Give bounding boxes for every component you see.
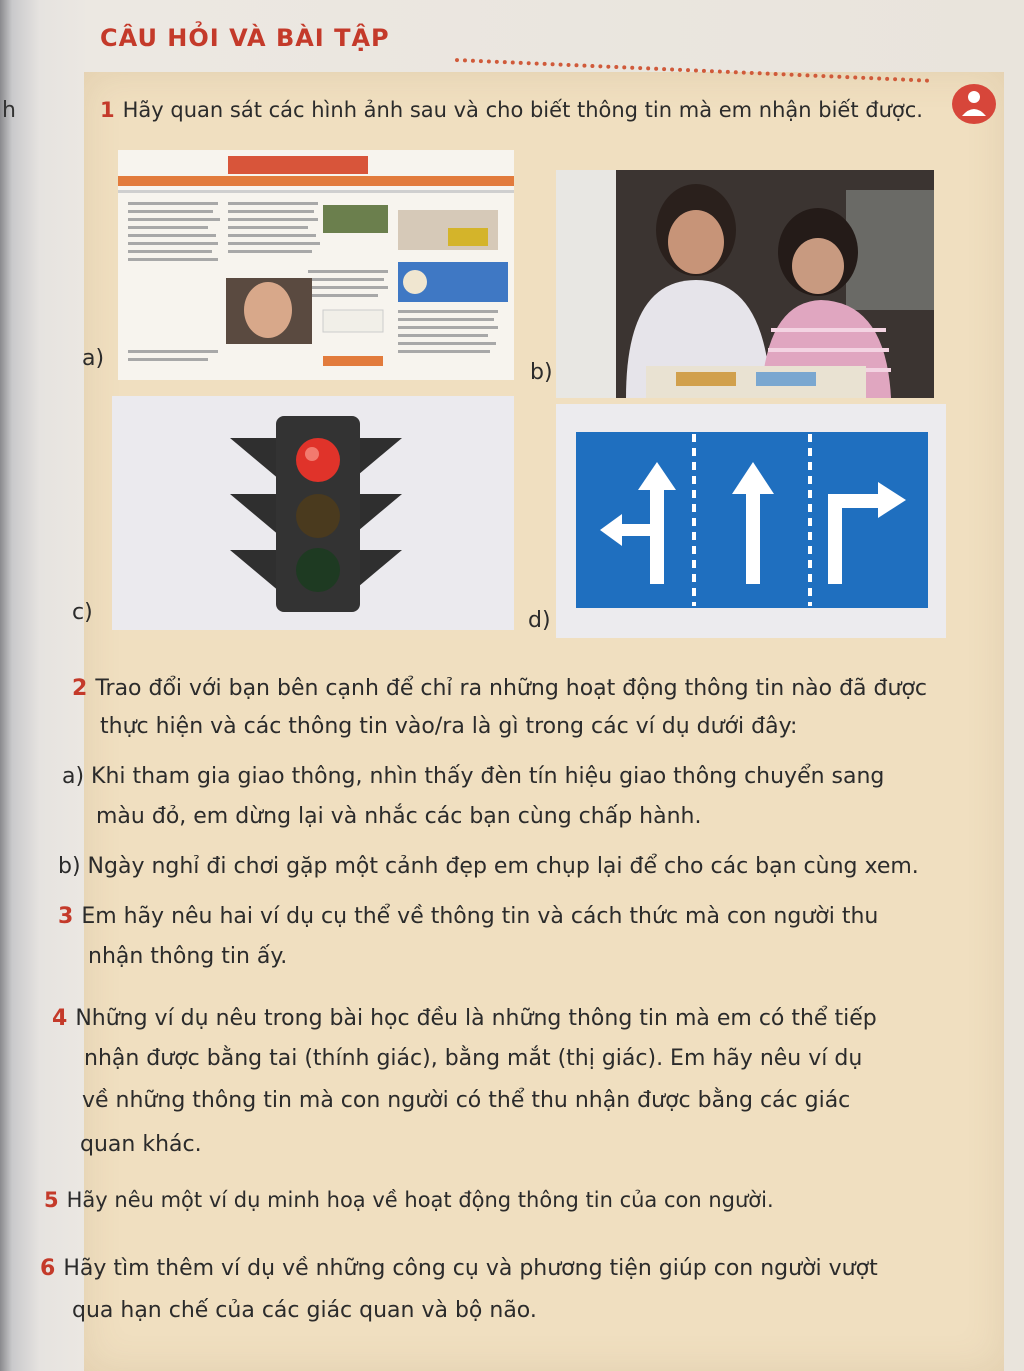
- question-text: Hãy nêu một ví dụ minh hoạ về hoạt động thông tin của con người.: [66, 1188, 774, 1212]
- question-4: [52, 1008, 877, 1030]
- image-label-a: a): [82, 346, 105, 371]
- question-2b: b) Ngày nghỉ đi chơi gặp một cảnh đẹp em chụp lại để cho các bạn cùng xem.: [58, 854, 919, 879]
- question-text-line-1: Hãy tìm thêm ví dụ về những công cụ và phương tiện giúp con người vượt: [63, 1256, 878, 1281]
- question-1: [100, 100, 923, 121]
- question-6-line-2: qua hạn chế của các giác quan và bộ não.: [72, 1298, 537, 1323]
- question-2a-line-2: màu đỏ, em dừng lại và nhắc các bạn cùng chấp hành.: [96, 804, 702, 829]
- question-2a-line-1: a) Khi tham gia giao thông, nhìn thấy đèn tín hiệu giao thông chuyển sang: [62, 764, 885, 789]
- question-text-line-1: Những ví dụ nêu trong bài học đều là những thông tin mà em có thể tiếp: [75, 1006, 877, 1031]
- section-heading: CÂU HỎI VÀ BÀI TẬP: [100, 24, 390, 52]
- image-label-c: c): [72, 600, 93, 625]
- question-4-line-3: về những thông tin mà con người có thể thu nhận được bằng các giác: [82, 1088, 851, 1113]
- group-work-icon: [952, 84, 996, 124]
- question-text-line-1: Trao đổi với bạn bên cạnh để chỉ ra những hoạt động thông tin nào đã được: [95, 676, 927, 701]
- traffic-light-image: [112, 396, 514, 630]
- image-label-b: b): [530, 360, 553, 385]
- question-number: 6: [40, 1256, 56, 1281]
- question-number: 3: [58, 904, 74, 929]
- question-2: [72, 678, 927, 700]
- question-4-line-2: nhận được bằng tai (thính giác), bằng mắt (thị giác). Em hãy nêu ví dụ: [84, 1046, 863, 1071]
- question-5: [44, 1190, 774, 1211]
- newspaper-website-image: [118, 150, 514, 380]
- lane-direction-sign-image: [556, 404, 946, 638]
- question-number: 1: [100, 98, 115, 122]
- question-2-line-2: thực hiện và các thông tin vào/ra là gì trong các ví dụ dưới đây:: [100, 714, 798, 739]
- question-number: 2: [72, 676, 88, 701]
- question-number: 4: [52, 1006, 68, 1031]
- image-label-d: d): [528, 608, 551, 633]
- question-text-line-1: Em hãy nêu hai ví dụ cụ thể về thông tin và cách thức mà con người thu: [81, 904, 879, 929]
- question-number: 5: [44, 1188, 59, 1212]
- question-3: [58, 906, 878, 928]
- question-6: [40, 1258, 878, 1280]
- question-text: Hãy quan sát các hình ảnh sau và cho biết thông tin mà em nhận biết được.: [122, 98, 923, 122]
- question-4-line-4: quan khác.: [80, 1132, 202, 1157]
- two-girls-reading-photo: [556, 170, 934, 398]
- margin-text: h: [2, 98, 16, 123]
- question-3-line-2: nhận thông tin ấy.: [88, 944, 288, 969]
